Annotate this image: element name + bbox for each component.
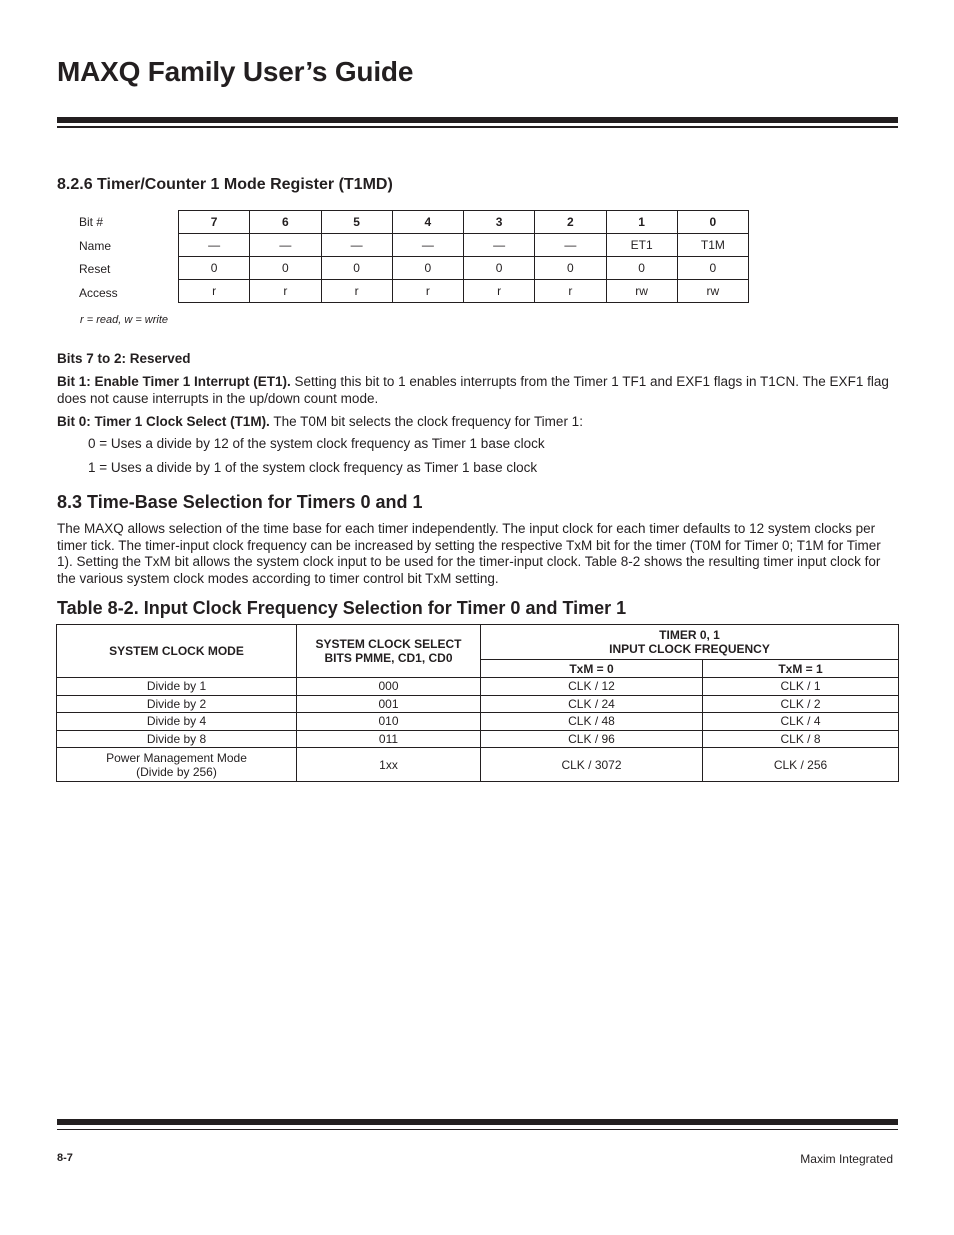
col-header-timer-line1: TIMER 0, 1 (659, 628, 720, 642)
bit-cell: 5 (321, 211, 392, 234)
cell-txm0: CLK / 3072 (481, 748, 703, 782)
access-cell: r (392, 280, 463, 303)
access-legend: r = read, w = write (80, 314, 169, 326)
row-label-bit: Bit # (79, 215, 104, 229)
bit-cell: 2 (535, 211, 606, 234)
access-cell: r (464, 280, 535, 303)
access-cell: r (179, 280, 250, 303)
cell-mode: Divide by 2 (57, 695, 297, 713)
cell-txm1: CLK / 8 (703, 730, 899, 748)
name-cell: — (392, 234, 463, 257)
bit-cell: 4 (392, 211, 463, 234)
timebase-body: The MAXQ allows selection of the time base for each timer independently. The input clock for each timer defaults to 12 system clocks per timer tick. The timer-input clock frequency can be increased by setting the respective TxM bit for the timer (T0M for Timer 0; T1M for Timer 1). Setting the TxM bit allows the system clock input to be used for the timer-input clock. Table 8-2 shows the resulting timer input clock for the various system clock modes according to timer control bit TxM setting. (57, 521, 881, 586)
reset-cell: 0 (535, 257, 606, 280)
bit-cell: 7 (179, 211, 250, 234)
timebase-heading: 8.3 Time-Base Selection for Timers 0 and 1 (57, 492, 423, 512)
sub-header-txm0: TxM = 0 (481, 660, 703, 678)
table-caption: Table 8-2. Input Clock Frequency Selection for Timer 0 and Timer 1 (57, 598, 627, 618)
name-cell: — (464, 234, 535, 257)
bit0-label: Bit 0: Timer 1 Clock Select (T1M). (57, 414, 270, 429)
bit0-option-1: 1 = Uses a divide by 1 of the system clock frequency as Timer 1 base clock (88, 460, 538, 475)
name-cell: T1M (677, 234, 748, 257)
company-name: Maxim Integrated (800, 1152, 893, 1166)
name-cell: — (535, 234, 606, 257)
name-cell: — (321, 234, 392, 257)
table-row (57, 730, 899, 748)
reset-cell: 0 (392, 257, 463, 280)
table-header-row (57, 625, 899, 660)
cell-txm1: CLK / 4 (703, 713, 899, 731)
cell-txm0: CLK / 24 (481, 695, 703, 713)
sub-header-txm1: TxM = 1 (703, 660, 899, 678)
name-cell: — (179, 234, 250, 257)
bit0-text: The T0M bit selects the clock frequency for Timer 1: (269, 414, 583, 429)
bit0-description (57, 414, 899, 431)
bit1-description (57, 374, 899, 407)
cell-txm0: CLK / 48 (481, 713, 703, 731)
cell-bits: 001 (297, 695, 481, 713)
cell-bits: 011 (297, 730, 481, 748)
bit1-text: Setting this bit to 1 enables interrupts from the Timer 1 TF1 and EXF1 flags in T1CN. The EXF1 flag does not cause interrupts in the up/down count mode. (57, 374, 889, 406)
access-cell: r (250, 280, 321, 303)
table-row (57, 748, 899, 782)
row-label-name: Name (79, 238, 112, 253)
cell-mode: Divide by 1 (57, 678, 297, 696)
reset-cell: 0 (250, 257, 321, 280)
cell-mode-line2: (Divide by 256) (136, 764, 217, 779)
col-header-mode: SYSTEM CLOCK MODE (57, 625, 297, 678)
register-heading: 8.2.6 Timer/Counter 1 Mode Register (T1MD) (57, 176, 393, 193)
bit-cell: 6 (250, 211, 321, 234)
reset-cell: 0 (677, 257, 748, 280)
bit0-option-0: 0 = Uses a divide by 12 of the system clock frequency as Timer 1 base clock (88, 436, 545, 451)
bit-cell: 0 (677, 211, 748, 234)
cell-txm1: CLK / 2 (703, 695, 899, 713)
access-cell: r (535, 280, 606, 303)
bit-cell: 1 (606, 211, 677, 234)
col-header-select (297, 625, 481, 678)
bit1-label: Bit 1: Enable Timer 1 Interrupt (ET1). (57, 374, 291, 389)
row-label-access: Access (79, 285, 118, 300)
register-row-labels (79, 211, 118, 305)
bits-reserved-label: Bits 7 to 2: Reserved (57, 351, 191, 366)
header-rule-thick (57, 117, 898, 123)
row-label-reset: Reset (79, 262, 111, 276)
col-header-timer-line2: INPUT CLOCK FREQUENCY (609, 642, 770, 656)
footer-rule-thin (57, 1129, 898, 1130)
register-table (178, 210, 749, 303)
page-number: 8-7 (57, 1152, 73, 1164)
bit-cell: 3 (464, 211, 535, 234)
register-bit-row (179, 211, 749, 234)
col-header-timer (481, 625, 899, 660)
cell-mode: Divide by 8 (57, 730, 297, 748)
document-title: MAXQ Family User’s Guide (57, 56, 414, 87)
reset-cell: 0 (606, 257, 677, 280)
col-header-select-line1: SYSTEM CLOCK SELECT (315, 637, 462, 651)
cell-mode (57, 748, 297, 782)
cell-bits: 000 (297, 678, 481, 696)
access-cell: r (321, 280, 392, 303)
reset-cell: 0 (179, 257, 250, 280)
cell-bits: 1xx (297, 748, 481, 782)
cell-mode-line1: Power Management Mode (106, 750, 247, 765)
reset-cell: 0 (321, 257, 392, 280)
register-access-row (179, 280, 749, 303)
table-row (57, 678, 899, 696)
name-cell: ET1 (606, 234, 677, 257)
bits-reserved-heading (57, 351, 899, 368)
header-rule-thin (57, 126, 898, 128)
cell-txm1: CLK / 1 (703, 678, 899, 696)
cell-bits: 010 (297, 713, 481, 731)
access-cell: rw (677, 280, 748, 303)
cell-txm0: CLK / 96 (481, 730, 703, 748)
register-reset-row (179, 257, 749, 280)
access-cell: rw (606, 280, 677, 303)
table-row (57, 713, 899, 731)
clock-frequency-table (56, 624, 899, 782)
register-name-row (179, 234, 749, 257)
cell-txm1: CLK / 256 (703, 748, 899, 782)
col-header-select-line2: BITS PMME, CD1, CD0 (324, 651, 453, 665)
footer-rule-thick (57, 1119, 898, 1125)
cell-txm0: CLK / 12 (481, 678, 703, 696)
name-cell: — (250, 234, 321, 257)
cell-mode: Divide by 4 (57, 713, 297, 731)
reset-cell: 0 (464, 257, 535, 280)
table-row (57, 695, 899, 713)
